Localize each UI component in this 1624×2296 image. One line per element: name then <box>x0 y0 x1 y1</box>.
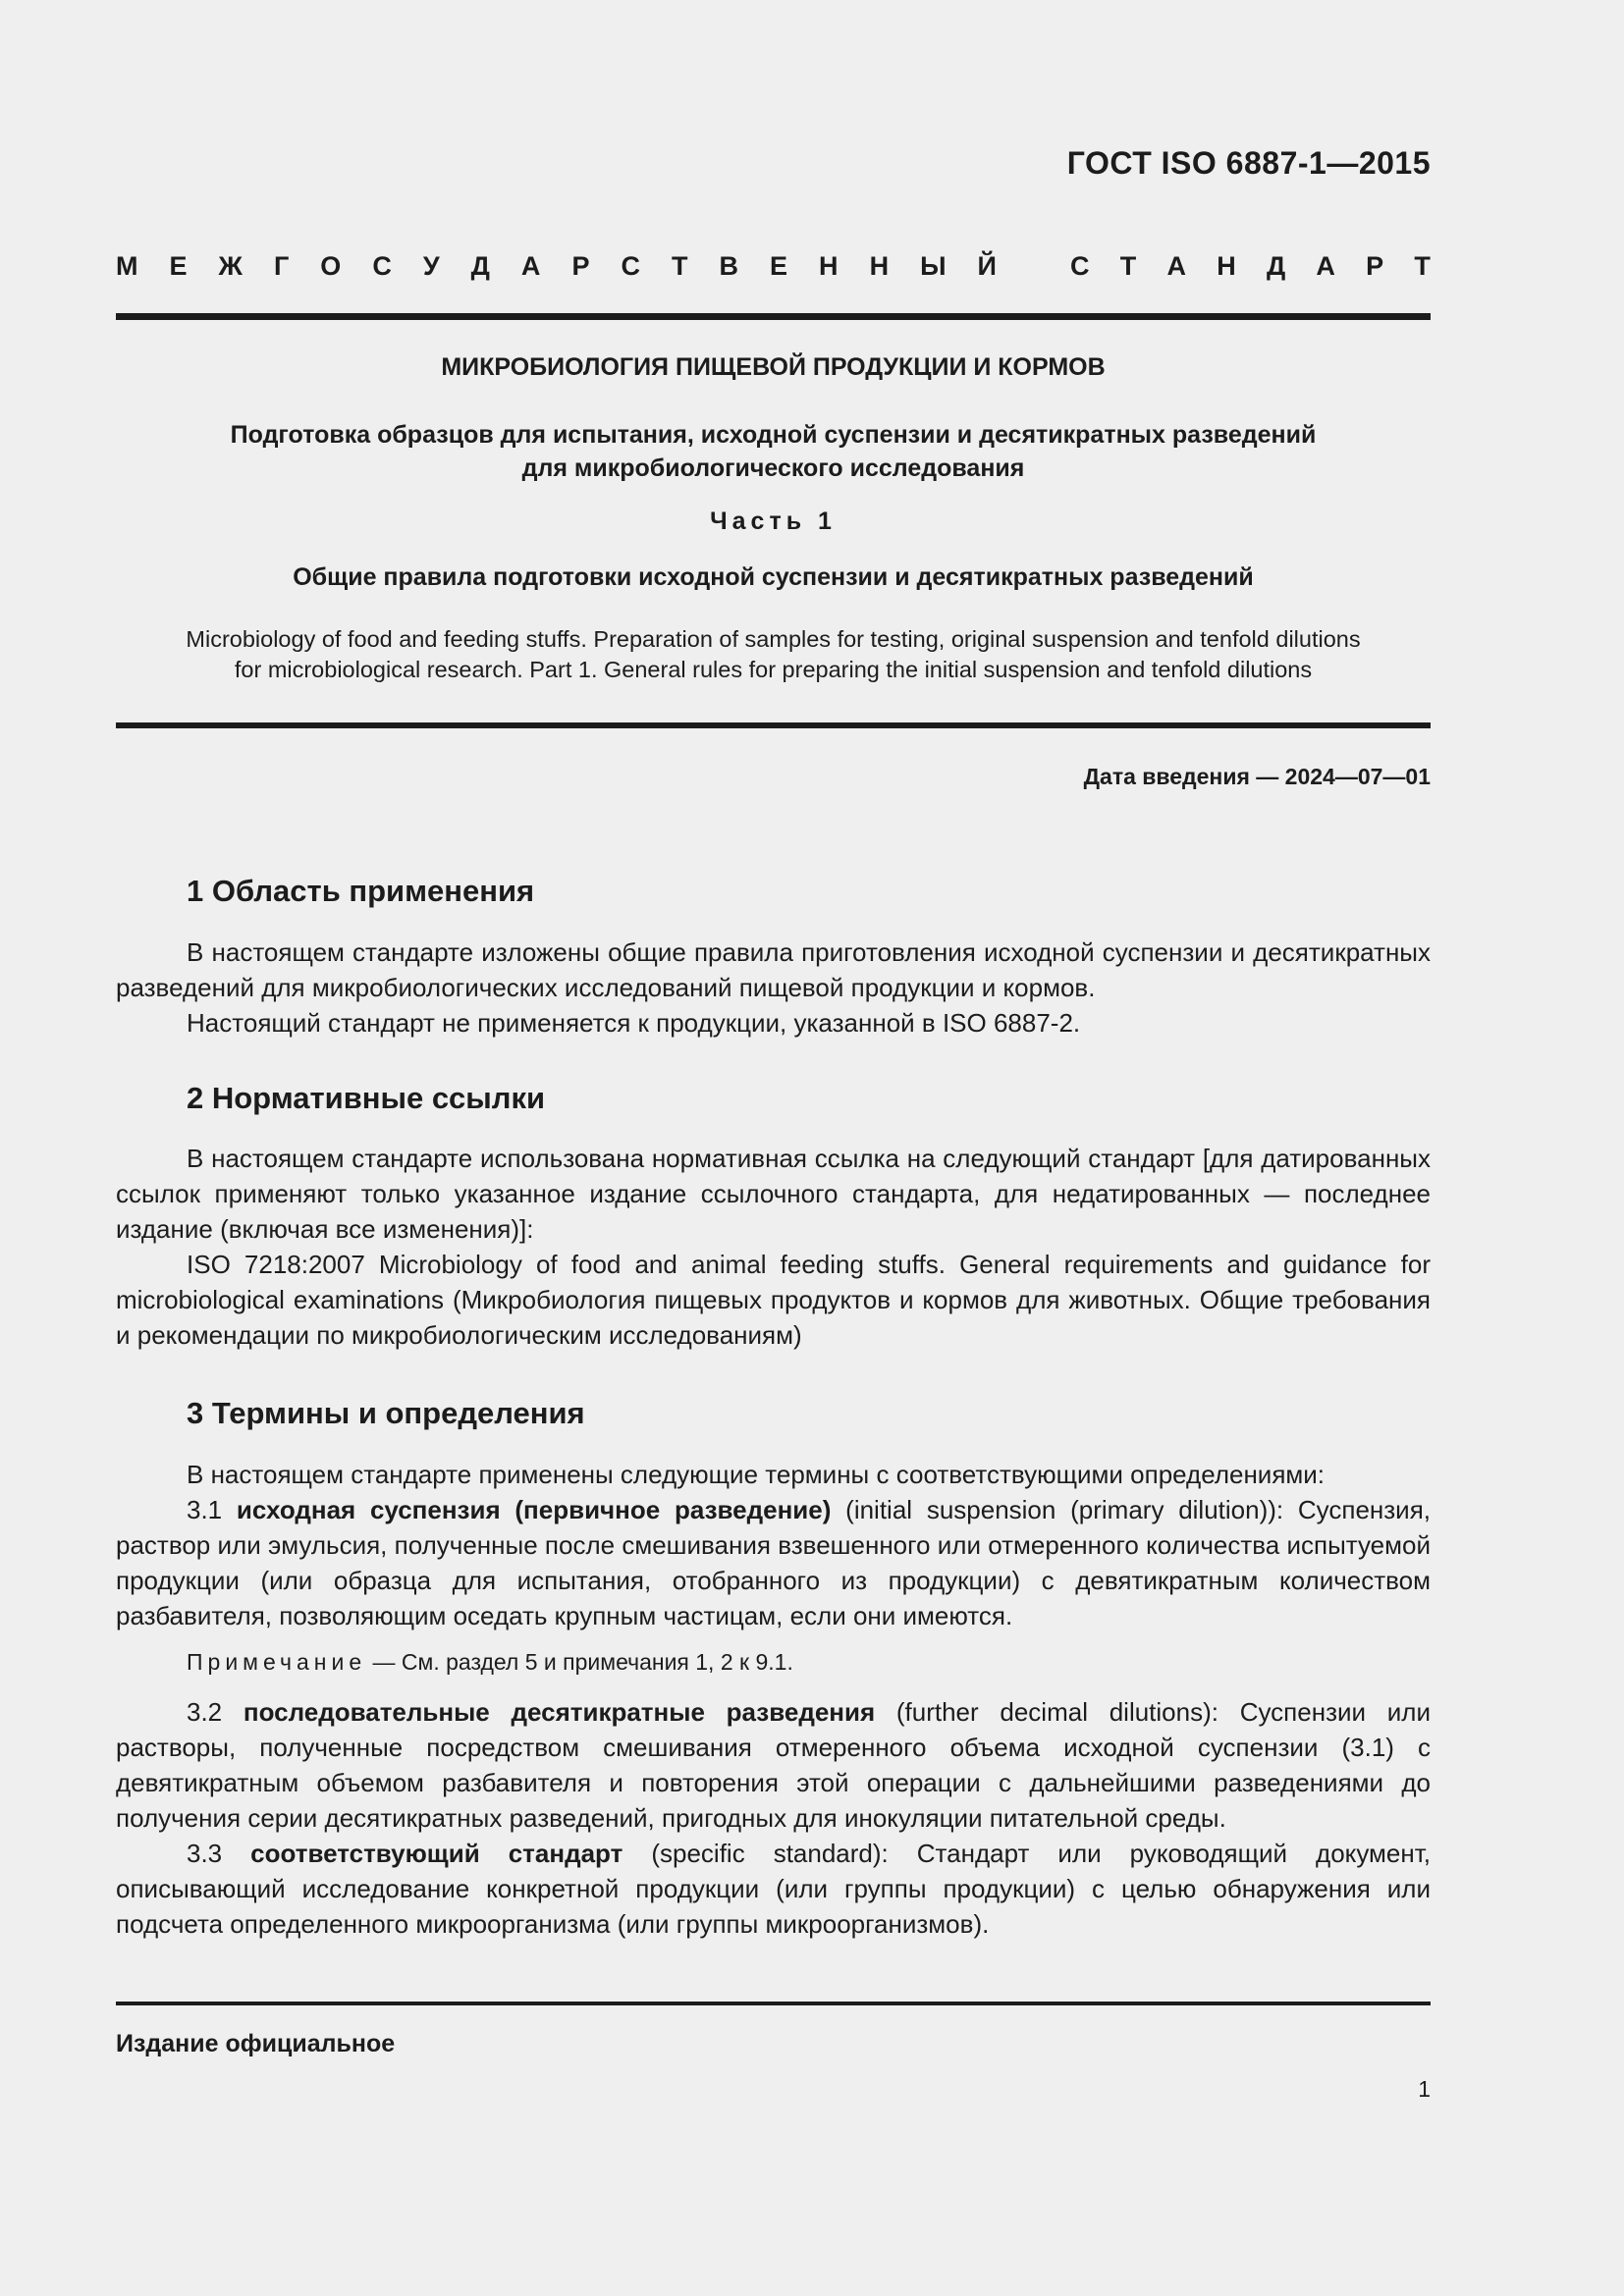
subtitle-line: для микробиологического исследования <box>521 454 1025 482</box>
introduction-date: Дата введения — 2024—07—01 <box>1083 764 1431 789</box>
subtitle-line: Подготовка образцов для испытания, исходной суспензии и десятикратных разведений <box>230 421 1317 449</box>
letter: Т <box>1119 251 1137 281</box>
standard-type-word-interstate <box>116 251 997 282</box>
letter: С <box>372 251 392 281</box>
paragraph: В настоящем стандарте изложены общие правила приготовления исходной суспензии и десятикратных разведений для микробиологических исследований пищевой продукции и кормов. <box>116 937 1431 1002</box>
section-body-terms-a <box>116 1457 1431 1633</box>
letter: М <box>116 251 138 281</box>
footer-divider <box>116 2002 1431 2005</box>
letter: В <box>719 251 738 281</box>
document-code: ГОСТ ISO 6887-1—2015 <box>1066 145 1431 181</box>
paragraph: ISO 7218:2007 Microbiology of food and animal feeding stuffs. General requirements and guidance for microbiological examinations (Микробиология пищевых продуктов и кормов для животных. Общие требования и рекомендации по микробиологическим исследованиям) <box>116 1250 1431 1350</box>
term-number: 3.2 <box>187 1697 244 1727</box>
letter: А <box>1316 251 1335 281</box>
letter: Ж <box>218 251 243 281</box>
term-number: 3.1 <box>187 1495 237 1524</box>
section-heading-normative-references: 2 Нормативные ссылки <box>187 1081 546 1115</box>
letter: С <box>1070 251 1090 281</box>
title-subtitle <box>116 418 1431 485</box>
term-definition-3-1 <box>116 1492 1431 1633</box>
letter: Ы <box>920 251 947 281</box>
section-body-terms-b <box>116 1694 1431 1942</box>
title-main: МИКРОБИОЛОГИЯ ПИЩЕВОЙ ПРОДУКЦИИ И КОРМОВ <box>441 353 1106 381</box>
term-name: последовательные десятикратные разведения <box>243 1697 876 1727</box>
letter: Р <box>571 251 590 281</box>
standard-type-word-standard <box>1070 251 1431 282</box>
note <box>187 1649 793 1676</box>
term-text: (initial suspension (primary dilution)): Суспензия, раствор или эмульсия, полученные после смешивания взвешенного или отмеренного количества испытуемой продукции (или образца для испытания, отобранного из продукции) с девятикратным количеством разбавителя, позволяющим оседать крупным частицам, если они имеются. <box>116 1495 1432 1630</box>
letter: Й <box>977 251 997 281</box>
letter: Е <box>169 251 188 281</box>
term-name: соответствующий стандарт <box>250 1839 623 1868</box>
letter: А <box>1166 251 1186 281</box>
letter: У <box>422 251 440 281</box>
english-title-line: Microbiology of food and feeding stuffs. Preparation of samples for testing, original suspension and tenfold dilutions <box>186 626 1361 652</box>
term-text: (further decimal dilutions): Суспензии или растворы, полученные посредством смешивания отмеренного объема исходной суспензии (3.1) с девятикратным объемом разбавителя и повторения этой операции с дальнейшими разведениями до получения серии десятикратных разведений, пригодных для инокуляции питательной среды. <box>116 1697 1431 1833</box>
part-title: Общие правила подготовки исходной суспензии и десятикратных разведений <box>293 563 1254 591</box>
letter: Е <box>770 251 788 281</box>
paragraph: В настоящем стандарте применены следующие термины с соответствующими определениями: <box>187 1460 1326 1489</box>
term-definition-3-3 <box>116 1836 1431 1942</box>
letter: Т <box>671 251 688 281</box>
letter: С <box>621 251 640 281</box>
letter: О <box>320 251 342 281</box>
letter: Н <box>869 251 890 281</box>
section-body-normative-references <box>116 1141 1431 1353</box>
term-definition-3-2 <box>116 1694 1431 1836</box>
section-heading-scope: 1 Область применения <box>187 874 535 908</box>
note-label: Примечание <box>187 1649 367 1675</box>
page-number: 1 <box>1418 2076 1431 2102</box>
note-text: — См. раздел 5 и примечания 1, 2 к 9.1. <box>366 1649 793 1675</box>
term-name: исходная суспензия (первичное разведение) <box>236 1495 832 1524</box>
term-text: (specific standard): Стандарт или руководящий документ, описывающий исследование конкретной продукции (или группы продукции) с целью обнаружения или подсчета определенного микроорганизма (или группы микроорганизмов). <box>116 1839 1431 1939</box>
letter: Н <box>1217 251 1236 281</box>
letter: Г <box>273 251 290 281</box>
letter: А <box>520 251 541 281</box>
letter: Н <box>819 251 839 281</box>
section-body-scope <box>116 934 1431 1041</box>
header-divider <box>116 313 1431 320</box>
letter: Д <box>1266 251 1286 281</box>
paragraph: В настоящем стандарте использована нормативная ссылка на следующий стандарт [для датированных ссылок применяют только указанное издание ссылочного стандарта, для недатированных — последнее издание (включая все изменения)]: <box>116 1144 1431 1244</box>
standard-type-line <box>116 251 1431 282</box>
letter: Д <box>470 251 490 281</box>
letter: Т <box>1414 251 1431 281</box>
term-number: 3.3 <box>187 1839 251 1868</box>
english-title-line: for microbiological research. Part 1. General rules for preparing the initial suspension and tenfold dilutions <box>234 657 1313 682</box>
english-title <box>116 624 1431 685</box>
paragraph: Настоящий стандарт не применяется к продукции, указанной в ISO 6887-2. <box>187 1008 1081 1038</box>
part-label: Часть 1 <box>710 507 837 535</box>
official-edition-label: Издание официальное <box>116 2030 396 2057</box>
letter: Р <box>1366 251 1384 281</box>
section-heading-terms: 3 Термины и определения <box>187 1396 585 1430</box>
title-divider <box>116 722 1431 728</box>
